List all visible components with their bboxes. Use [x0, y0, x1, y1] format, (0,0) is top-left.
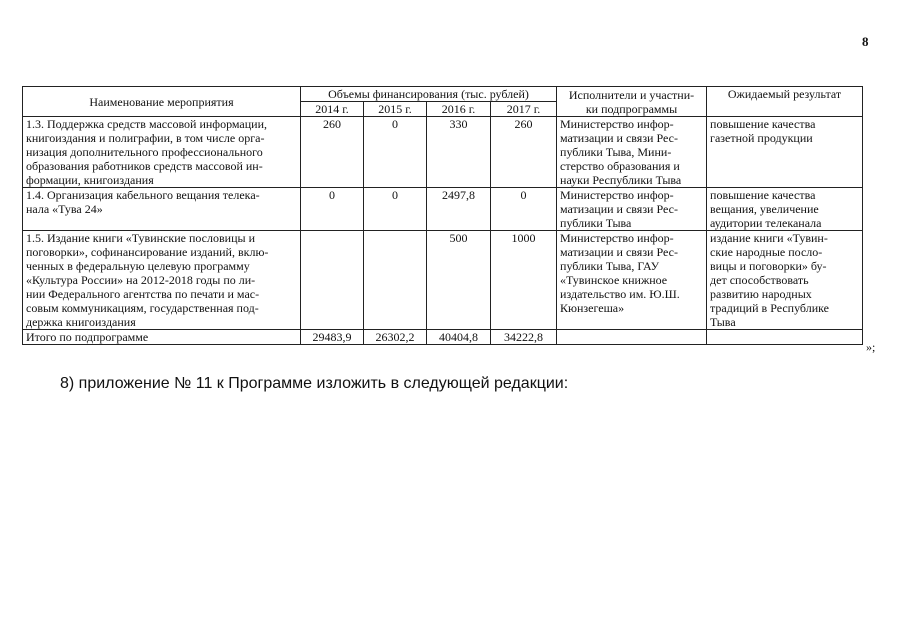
- header-year-2014: 2014 г.: [301, 102, 364, 117]
- text-line: Министерство инфор-: [560, 231, 674, 245]
- value-2014: 260: [301, 117, 364, 188]
- header-executors: [557, 87, 707, 117]
- header-name: Наименование мероприятия: [23, 87, 301, 117]
- table-row: [23, 231, 863, 330]
- text-line: формации, книгоиздания: [26, 173, 154, 187]
- text-line: 1.5. Издание книги «Тувинские пословицы и: [26, 231, 255, 245]
- text-line: повышение качества: [710, 117, 816, 131]
- text-line: образования работников средств массовой ин-: [26, 159, 263, 173]
- text-line: 1.4. Организация кабельного вещания телека-: [26, 188, 260, 202]
- value-2015: 0: [364, 117, 427, 188]
- value-2015: 0: [364, 188, 427, 231]
- header-year-2016: 2016 г.: [427, 102, 491, 117]
- value-2017: 0: [491, 188, 557, 231]
- text-line: «Культура России» на 2012-2018 годы по ли-: [26, 273, 256, 287]
- value-2017: 260: [491, 117, 557, 188]
- text-line: матизации и связи Рес-: [560, 245, 678, 259]
- row-name: [23, 117, 301, 188]
- closing-quote-mark: »;: [866, 340, 876, 354]
- text-line: нии Федерального агентства по печати и мас-: [26, 287, 260, 301]
- row-executors: [557, 188, 707, 231]
- row-executors: [557, 117, 707, 188]
- value-2014: 0: [301, 188, 364, 231]
- page-number: 8: [862, 34, 869, 49]
- row-result: [707, 117, 863, 188]
- header-row-1: [23, 87, 863, 102]
- text-line: газетной продукции: [710, 131, 813, 145]
- text-line: традиций в Республике: [710, 301, 829, 315]
- text-line: низация дополнительного профессионального: [26, 145, 263, 159]
- header-executors-line1: Исполнители и участни-: [568, 87, 695, 102]
- row-name: [23, 231, 301, 330]
- value-2015: [364, 231, 427, 330]
- text-line: публики Тыва: [560, 216, 632, 230]
- total-2015: 26302,2: [364, 330, 427, 345]
- text-line: публики Тыва, Мини-: [560, 145, 672, 159]
- text-line: книгоиздания и полиграфии, в том числе орга-: [26, 131, 265, 145]
- header-executors-line2: ки подпрограммы: [585, 101, 678, 116]
- header-year-2017: 2017 г.: [491, 102, 557, 117]
- text-line: поговорки», софинансирование изданий, вклю-: [26, 245, 269, 259]
- text-line: совым коммуникациям, государственная под-: [26, 301, 259, 315]
- total-2014: 29483,9: [301, 330, 364, 345]
- total-2017: 34222,8: [491, 330, 557, 345]
- total-executors-empty: [557, 330, 707, 345]
- value-2016: 330: [427, 117, 491, 188]
- text-line: аудитории телеканала: [710, 216, 822, 230]
- text-line: науки Республики Тыва: [560, 173, 682, 187]
- text-line: 1.3. Поддержка средств массовой информации,: [26, 117, 267, 131]
- text-line: ченных в федеральную целевую программу: [26, 259, 250, 273]
- value-2017: 1000: [491, 231, 557, 330]
- value-2016: 500: [427, 231, 491, 330]
- funding-table: [22, 86, 863, 345]
- row-result: [707, 231, 863, 330]
- text-line: «Тувинское книжное: [560, 273, 668, 287]
- text-line: матизации и связи Рес-: [560, 131, 678, 145]
- text-line: стерство образования и: [560, 159, 680, 173]
- total-result-empty: [707, 330, 863, 345]
- text-line: Министерство инфор-: [560, 188, 674, 202]
- text-line: вещания, увеличение: [710, 202, 819, 216]
- header-year-2015: 2015 г.: [364, 102, 427, 117]
- text-line: публики Тыва, ГАУ: [560, 259, 660, 273]
- header-result: Ожидаемый результат: [707, 87, 863, 117]
- amendment-instruction: 8) приложение № 11 к Программе изложить в следующей редакции:: [60, 375, 569, 392]
- text-line: издание книги «Тувин-: [710, 231, 828, 245]
- text-line: ские народные посло-: [710, 245, 823, 259]
- total-2016: 40404,8: [427, 330, 491, 345]
- text-line: издательство им. Ю.Ш.: [560, 287, 680, 301]
- value-2016: 2497,8: [427, 188, 491, 231]
- text-line: дет способствовать: [710, 273, 809, 287]
- total-label: Итого по подпрограмме: [23, 330, 301, 345]
- value-2014: [301, 231, 364, 330]
- row-name: [23, 188, 301, 231]
- header-funding: Объемы финансирования (тыс. рублей): [301, 87, 557, 102]
- text-line: развитию народных: [710, 287, 812, 301]
- text-line: матизации и связи Рес-: [560, 202, 678, 216]
- row-result: [707, 188, 863, 231]
- row-executors: [557, 231, 707, 330]
- table-row: [23, 117, 863, 188]
- text-line: вицы и поговорки» бу-: [710, 259, 827, 273]
- text-line: повышение качества: [710, 188, 816, 202]
- text-line: Тыва: [710, 315, 736, 329]
- text-line: нала «Тува 24»: [26, 202, 103, 216]
- text-line: Министерство инфор-: [560, 117, 674, 131]
- text-line: Кюнзегеша»: [560, 301, 625, 315]
- total-row: [23, 330, 863, 345]
- table-row: [23, 188, 863, 231]
- text-line: держка книгоиздания: [26, 315, 136, 329]
